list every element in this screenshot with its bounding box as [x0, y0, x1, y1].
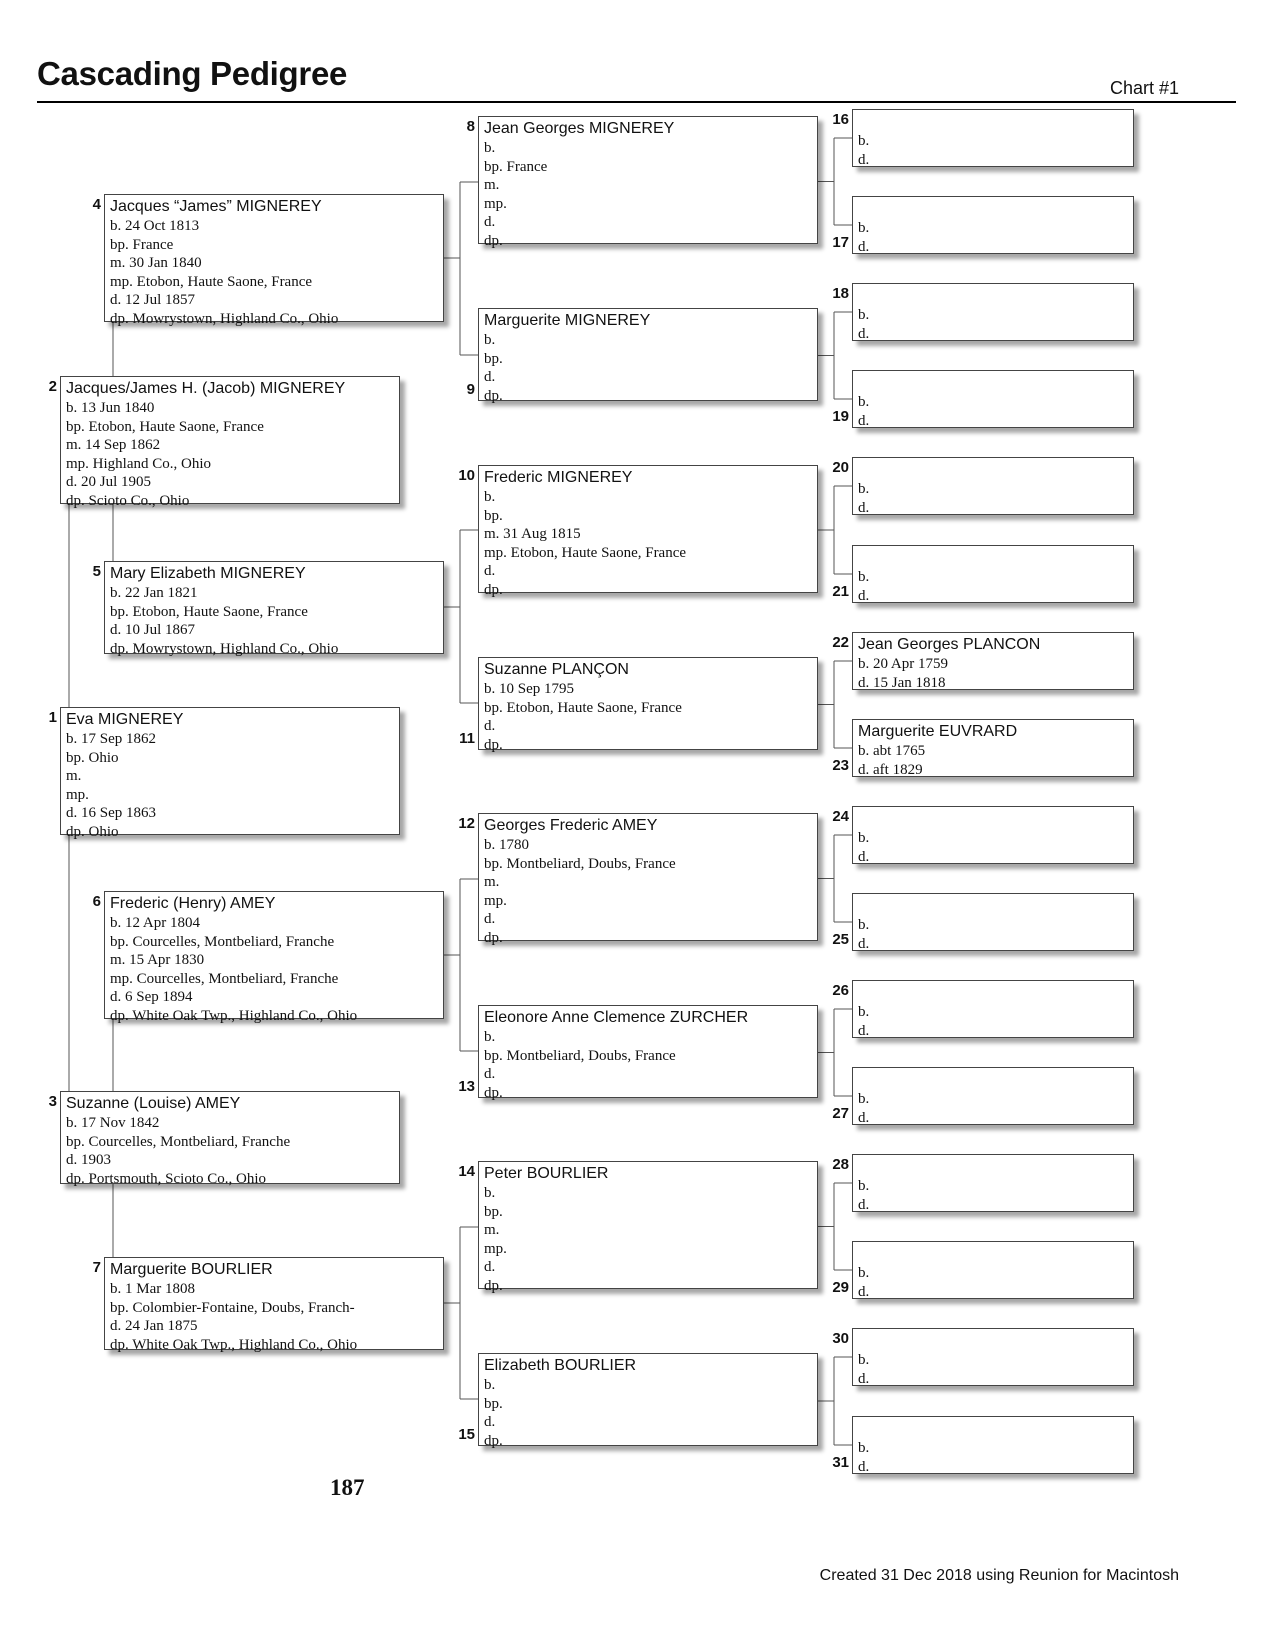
person-box-19 [852, 370, 1134, 428]
person-number: 6 [92, 893, 101, 910]
person-name: Elizabeth BOURLIER [484, 1357, 637, 1374]
person-detail-line: b. abt 1765 [858, 743, 926, 759]
person-detail-line: bp. France [110, 236, 174, 253]
person-detail-line: b. [484, 332, 496, 348]
person-number: 24 [832, 808, 849, 825]
person-box-23 [852, 719, 1134, 777]
person-detail-line: b. 1 Mar 1808 [110, 1281, 195, 1297]
person-detail-line: dp. White Oak Twp., Highland Co., Ohio [110, 1336, 358, 1353]
person-detail-line: b. 10 Sep 1795 [484, 681, 574, 697]
person-detail-line: bp. Colombier-Fontaine, Doubs, Franch- [110, 1299, 355, 1316]
person-detail-line: dp. [484, 232, 503, 249]
person-detail-line: mp. Highland Co., Ohio [66, 455, 211, 472]
person-detail-line: mp. Courcelles, Montbeliard, Franche [110, 970, 339, 987]
person-detail-line: mp. Etobon, Haute Saone, France [484, 544, 687, 561]
person-number: 20 [832, 459, 849, 476]
person-name: Jacques/James H. (Jacob) MIGNEREY [66, 380, 346, 397]
person-detail-line: d. [858, 238, 870, 255]
person-box-29 [852, 1241, 1134, 1299]
person-number: 25 [832, 931, 849, 948]
person-number: 11 [459, 730, 475, 747]
person-detail-line: m. 30 Jan 1840 [110, 255, 202, 271]
person-number: 21 [832, 583, 849, 600]
person-detail-line: m. [484, 1222, 500, 1238]
person-detail-line: b. [858, 1352, 870, 1368]
person-name: Marguerite BOURLIER [110, 1261, 273, 1278]
person-name: Mary Elizabeth MIGNEREY [110, 565, 306, 582]
person-detail-line: dp. [484, 929, 503, 946]
person-detail-line: m. [484, 874, 500, 890]
person-box-25 [852, 893, 1134, 951]
person-detail-line: bp. [484, 1203, 503, 1220]
person-box-1 [60, 707, 400, 840]
person-box-9 [478, 308, 818, 404]
person-detail-line: d. [858, 587, 870, 604]
person-box-13 [478, 1005, 818, 1101]
person-detail-line: b. 17 Nov 1842 [66, 1115, 160, 1131]
person-box-14 [478, 1161, 818, 1294]
person-detail-line: d. 10 Jul 1867 [110, 622, 196, 638]
person-box-11 [478, 657, 818, 753]
person-box-21 [852, 545, 1134, 603]
person-detail-line: bp. Etobon, Haute Saone, France [66, 418, 264, 435]
person-number: 16 [832, 111, 849, 128]
person-name: Jean Georges PLANCON [858, 636, 1041, 653]
person-detail-line: bp. Etobon, Haute Saone, France [484, 699, 682, 716]
person-box-22 [852, 632, 1134, 690]
person-detail-line: b. 22 Jan 1821 [110, 585, 198, 601]
person-number: 19 [832, 408, 849, 425]
person-detail-line: bp. Montbeliard, Doubs, France [484, 855, 676, 872]
person-detail-line: bp. [484, 350, 503, 367]
person-detail-line: dp. [484, 1084, 503, 1101]
person-detail-line: d. [484, 911, 496, 927]
person-box-6 [104, 891, 444, 1024]
person-detail-line: d. [858, 1196, 870, 1213]
person-box-12 [478, 813, 818, 946]
person-detail-line: d. aft 1829 [858, 761, 923, 778]
person-detail-line: mp. [484, 195, 507, 212]
person-box-30 [852, 1328, 1134, 1386]
person-box-27 [852, 1067, 1134, 1125]
person-box-17 [852, 196, 1134, 254]
person-detail-line: bp. Courcelles, Montbeliard, Franche [66, 1133, 291, 1150]
person-detail-line: b. 12 Apr 1804 [110, 915, 200, 931]
person-number: 1 [48, 709, 57, 726]
person-detail-line: b. 20 Apr 1759 [858, 656, 948, 672]
person-number: 14 [458, 1163, 475, 1180]
person-box-7 [104, 1257, 444, 1353]
person-detail-line: d. [858, 1458, 870, 1475]
person-number: 27 [832, 1105, 849, 1122]
person-detail-line: d. 24 Jan 1875 [110, 1318, 198, 1334]
person-name: Eleonore Anne Clemence ZURCHER [484, 1009, 749, 1026]
person-detail-line: d. 6 Sep 1894 [110, 989, 193, 1005]
person-detail-line: dp. Mowrystown, Highland Co., Ohio [110, 640, 339, 657]
person-detail-line: d. [858, 935, 870, 952]
person-box-5 [104, 561, 444, 657]
person-detail-line: dp. Portsmouth, Scioto Co., Ohio [66, 1170, 267, 1187]
person-box-4 [104, 194, 444, 327]
person-detail-line: d. [858, 1022, 870, 1039]
person-detail-line: d. [484, 214, 496, 230]
person-detail-line: b. 24 Oct 1813 [110, 218, 200, 234]
page-title: Cascading Pedigree [37, 55, 348, 92]
person-detail-line: m. 31 Aug 1815 [484, 526, 581, 542]
person-detail-line: d. [858, 151, 870, 168]
person-number: 3 [48, 1093, 57, 1110]
page-number: 187 [330, 1475, 365, 1500]
person-detail-line: b. [858, 220, 870, 236]
person-detail-line: b. [858, 830, 870, 846]
person-detail-line: d. [484, 369, 496, 385]
person-box-2 [60, 376, 400, 509]
person-detail-line: dp. Ohio [66, 823, 119, 840]
person-box-8 [478, 116, 818, 249]
person-detail-line: bp. Montbeliard, Doubs, France [484, 1047, 676, 1064]
person-detail-line: b. [858, 569, 870, 585]
person-detail-line: bp. [484, 507, 503, 524]
person-name: Frederic MIGNEREY [484, 469, 633, 486]
person-number: 4 [92, 196, 101, 213]
person-detail-line: d. 15 Jan 1818 [858, 674, 946, 691]
person-detail-line: d. 12 Jul 1857 [110, 292, 196, 308]
person-detail-line: dp. [484, 387, 503, 404]
person-detail-line: b. [484, 1185, 496, 1201]
person-detail-line: d. 16 Sep 1863 [66, 805, 156, 821]
person-detail-line: bp. Ohio [66, 749, 119, 766]
person-detail-line: dp. [484, 581, 503, 598]
person-detail-line: b. [858, 1178, 870, 1194]
person-detail-line: bp. Etobon, Haute Saone, France [110, 603, 308, 620]
person-detail-line: b. 13 Jun 1840 [66, 400, 155, 416]
person-detail-line: bp. Courcelles, Montbeliard, Franche [110, 933, 335, 950]
person-detail-line: m. 14 Sep 1862 [66, 437, 161, 453]
person-name: Marguerite EUVRARD [858, 723, 1018, 740]
person-detail-line: dp. [484, 736, 503, 753]
person-number: 5 [92, 563, 101, 580]
person-detail-line: b. [858, 1265, 870, 1281]
person-name: Georges Frederic AMEY [484, 817, 658, 834]
person-box-16 [852, 109, 1134, 167]
person-detail-line: d. 1903 [66, 1152, 111, 1168]
person-number: 9 [466, 381, 475, 398]
person-number: 29 [832, 1279, 849, 1296]
person-detail-line: b. [484, 489, 496, 505]
person-detail-line: d. [484, 1259, 496, 1275]
person-box-20 [852, 457, 1134, 515]
person-number: 10 [458, 467, 475, 484]
person-detail-line: b. [858, 481, 870, 497]
person-detail-line: b. [858, 917, 870, 933]
person-detail-line: d. [484, 563, 496, 579]
person-box-18 [852, 283, 1134, 341]
person-name: Frederic (Henry) AMEY [110, 895, 276, 912]
person-detail-line: b. [858, 394, 870, 410]
person-detail-line: mp. [66, 786, 89, 803]
person-detail-line: dp. [484, 1432, 503, 1449]
person-detail-line: b. [858, 307, 870, 323]
person-number: 23 [832, 757, 849, 774]
person-detail-line: d. 20 Jul 1905 [66, 474, 152, 490]
person-name: Peter BOURLIER [484, 1165, 609, 1182]
person-box-10 [478, 465, 818, 598]
person-detail-line: d. [484, 1066, 496, 1082]
person-detail-line: mp. [484, 892, 507, 909]
footer-credit: Created 31 Dec 2018 using Reunion for Macintosh [819, 1567, 1179, 1584]
person-detail-line: d. [858, 1109, 870, 1126]
person-number: 26 [832, 982, 849, 999]
person-detail-line: d. [858, 848, 870, 865]
person-name: Suzanne (Louise) AMEY [66, 1095, 241, 1112]
person-number: 17 [832, 234, 849, 251]
person-detail-line: m. [484, 177, 500, 193]
person-name: Jacques “James” MIGNEREY [110, 198, 322, 215]
person-detail-line: b. [858, 133, 870, 149]
person-detail-line: d. [858, 499, 870, 516]
person-box-24 [852, 806, 1134, 864]
person-number: 2 [48, 378, 57, 395]
person-box-28 [852, 1154, 1134, 1212]
chart-number: Chart #1 [1109, 78, 1179, 98]
person-detail-line: d. [858, 1283, 870, 1300]
person-detail-line: b. 1780 [484, 837, 529, 853]
person-name: Jean Georges MIGNEREY [484, 120, 675, 137]
person-box-15 [478, 1353, 818, 1449]
person-detail-line: b. [858, 1440, 870, 1456]
person-detail-line: b. 17 Sep 1862 [66, 731, 156, 747]
person-number: 28 [832, 1156, 849, 1173]
person-detail-line: b. [484, 1377, 496, 1393]
person-detail-line: b. [484, 140, 496, 156]
person-detail-line: b. [858, 1091, 870, 1107]
person-detail-line: dp. White Oak Twp., Highland Co., Ohio [110, 1007, 358, 1024]
person-detail-line: m. 15 Apr 1830 [110, 952, 205, 968]
person-detail-line: d. [858, 1370, 870, 1387]
person-name: Eva MIGNEREY [66, 711, 184, 728]
person-detail-line: bp. [484, 1395, 503, 1412]
person-number: 31 [832, 1454, 849, 1471]
person-box-3 [60, 1091, 400, 1187]
person-detail-line: dp. [484, 1277, 503, 1294]
person-number: 18 [832, 285, 849, 302]
person-detail-line: dp. Mowrystown, Highland Co., Ohio [110, 310, 339, 327]
person-box-26 [852, 980, 1134, 1038]
person-name: Marguerite MIGNEREY [484, 312, 651, 329]
person-detail-line: d. [484, 1414, 496, 1430]
person-number: 22 [832, 634, 849, 651]
person-number: 7 [92, 1259, 101, 1276]
person-detail-line: mp. [484, 1240, 507, 1257]
person-number: 30 [832, 1330, 849, 1347]
person-detail-line: bp. France [484, 158, 548, 175]
person-number: 13 [458, 1078, 475, 1095]
person-name: Suzanne PLANÇON [484, 661, 629, 678]
person-detail-line: d. [858, 412, 870, 429]
person-number: 15 [458, 1426, 475, 1443]
person-number: 12 [458, 815, 475, 832]
person-box-31 [852, 1416, 1134, 1474]
person-detail-line: mp. Etobon, Haute Saone, France [110, 273, 313, 290]
person-detail-line: b. [484, 1029, 496, 1045]
person-detail-line: d. [858, 325, 870, 342]
person-detail-line: m. [66, 768, 82, 784]
person-detail-line: d. [484, 718, 496, 734]
person-number: 8 [466, 118, 475, 135]
person-detail-line: dp. Scioto Co., Ohio [66, 492, 190, 509]
person-detail-line: b. [858, 1004, 870, 1020]
